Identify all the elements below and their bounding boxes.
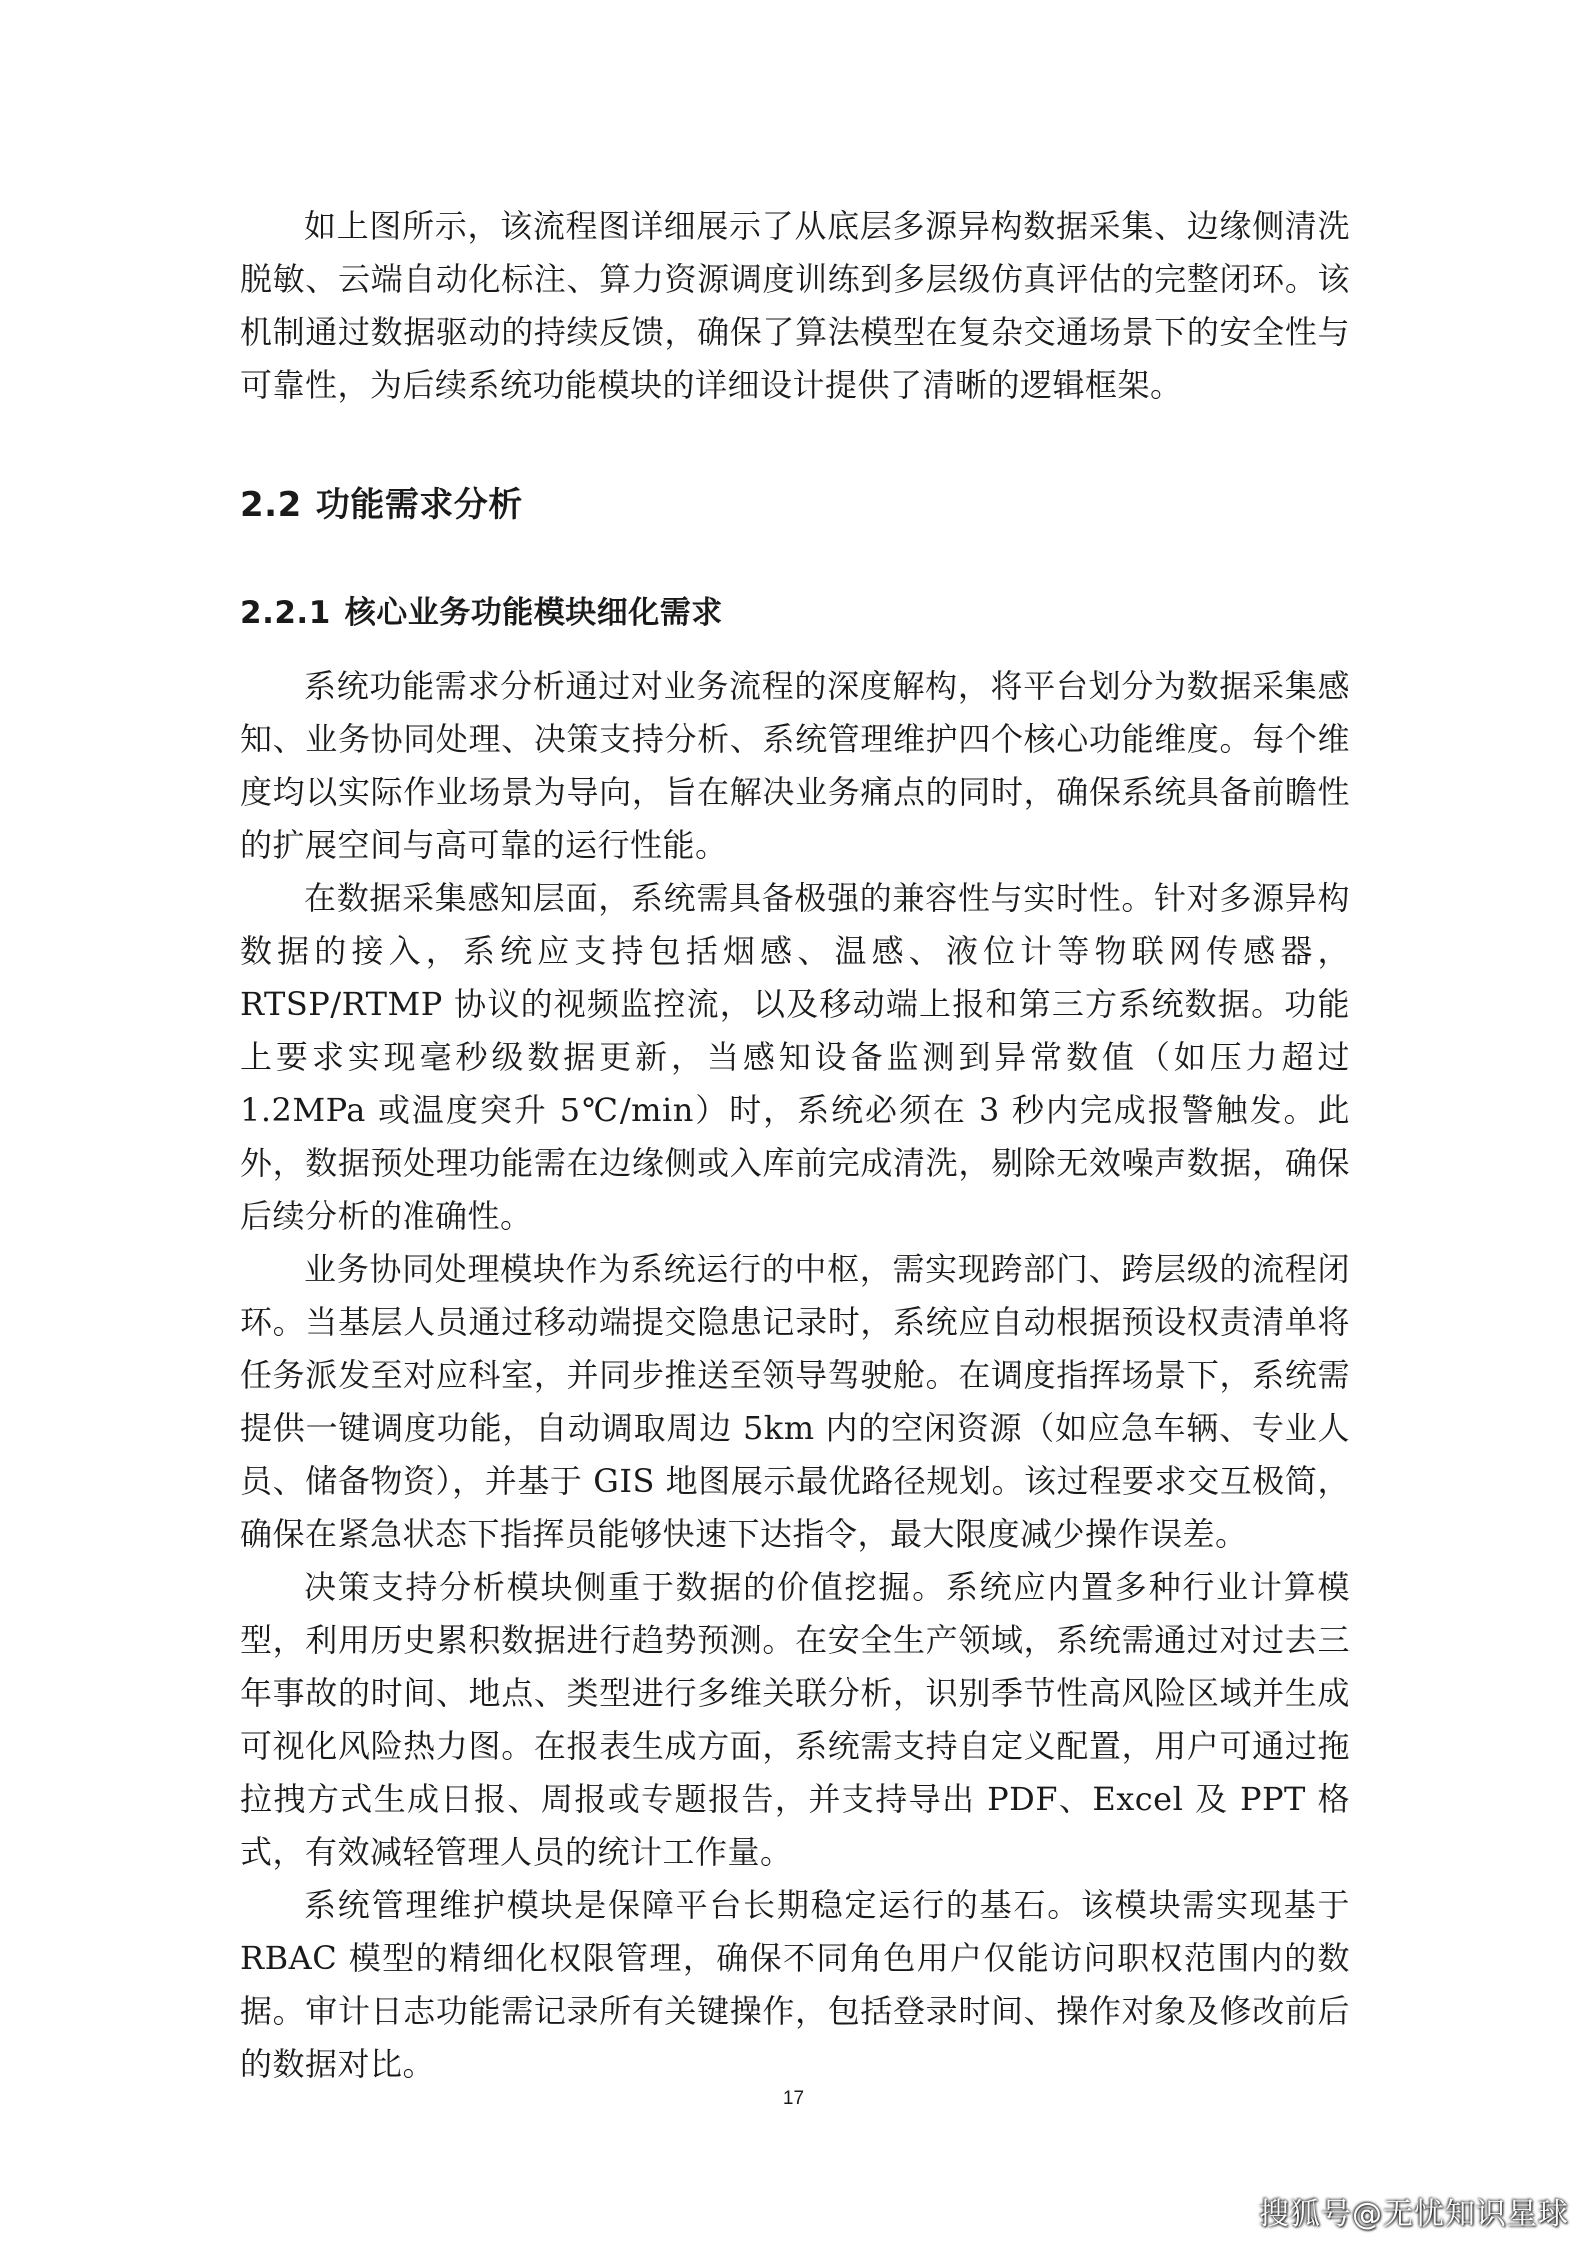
subsection-heading bbox=[240, 590, 1350, 660]
page-number: 17 bbox=[782, 2088, 805, 2109]
document-body bbox=[240, 200, 1350, 2091]
subsection-title: 核心业务功能模块细化需求 bbox=[344, 595, 723, 631]
subsection-number: 2.2.1 bbox=[240, 595, 331, 631]
section-number: 2.2 bbox=[240, 485, 302, 525]
paragraph-overview: 系统功能需求分析通过对业务流程的深度解构，将平台划分为数据采集感知、业务协同处理、决策支持分析、系统管理维护四个核心功能维度。每个维度均以实际作业场景为导向，旨在解决业务痛点的同时，确保系统具备前瞻性的扩展空间与高可靠的运行性能。 bbox=[240, 667, 1350, 864]
paragraph-system-management: 系统管理维护模块是保障平台长期稳定运行的基石。该模块需实现基于 RBAC 模型的精细化权限管理，确保不同角色用户仅能访问职权范围内的数据。审计日志功能需记录所有关键操作，包括登录时间、操作对象及修改前后的数据对比。 bbox=[240, 1886, 1350, 2083]
intro-paragraph: 如上图所示，该流程图详细展示了从底层多源异构数据采集、边缘侧清洗脱敏、云端自动化标注、算力资源调度训练到多层级仿真评估的完整闭环。该机制通过数据驱动的持续反馈，确保了算法模型在复杂交通场景下的安全性与可靠性，为后续系统功能模块的详细设计提供了清晰的逻辑框架。 bbox=[240, 207, 1350, 404]
paragraph-data-collection: 在数据采集感知层面，系统需具备极强的兼容性与实时性。针对多源异构数据的接入，系统应支持包括烟感、温感、液位计等物联网传感器，RTSP/RTMP 协议的视频监控流，以及移动端上报和第三方系统数据。功能上要求实现毫秒级数据更新，当感知设备监测到异常数值（如压力超过 1.2MPa 或温度突升 5℃/min）时，系统必须在 3 秒内完成报警触发。此外，数据预处理功能需在边缘侧或入库前完成清洗，剔除无效噪声数据，确保后续分析的准确性。 bbox=[240, 879, 1350, 1235]
section-heading bbox=[240, 462, 1350, 590]
paragraph-decision-support: 决策支持分析模块侧重于数据的价值挖掘。系统应内置多种行业计算模型，利用历史累积数据进行趋势预测。在安全生产领域，系统需通过对过去三年事故的时间、地点、类型进行多维关联分析，识别季节性高风险区域并生成可视化风险热力图。在报表生成方面，系统需支持自定义配置，用户可通过拖拉拽方式生成日报、周报或专题报告，并支持导出 PDF、Excel 及 PPT 格式，有效减轻管理人员的统计工作量。 bbox=[240, 1568, 1350, 1871]
section-title: 功能需求分析 bbox=[315, 485, 523, 525]
watermark: 搜狐号@无忧知识星球 bbox=[1259, 2197, 1569, 2232]
paragraph-business-collaboration: 业务协同处理模块作为系统运行的中枢，需实现跨部门、跨层级的流程闭环。当基层人员通过移动端提交隐患记录时，系统应自动根据预设权责清单将任务派发至对应科室，并同步推送至领导驾驶舱。在调度指挥场景下，系统需提供一键调度功能，自动调取周边 5km 内的空闲资源（如应急车辆、专业人员、储备物资），并基于 GIS 地图展示最优路径规划。该过程要求交互极简，确保在紧急状态下指挥员能够快速下达指令，最大限度减少操作误差。 bbox=[240, 1250, 1350, 1553]
